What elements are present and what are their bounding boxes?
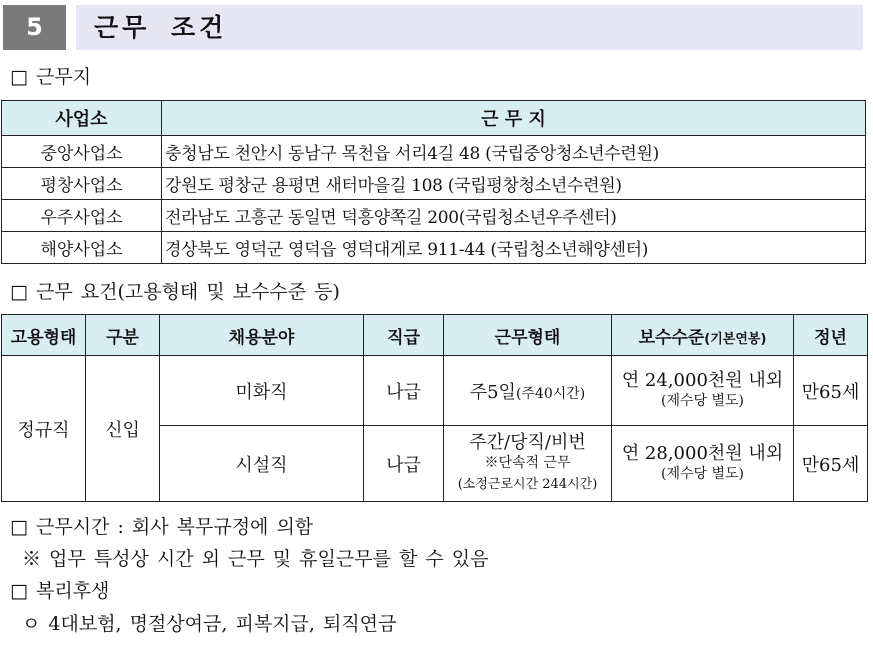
category-cell: 신입: [86, 356, 160, 502]
pay-main: 연 24,000천원 내외: [621, 369, 784, 391]
pay-cell: [612, 356, 794, 426]
office-cell: 평창사업소: [2, 168, 162, 200]
table-row: [2, 168, 866, 200]
grade-cell: 나급: [364, 426, 444, 502]
office-cell: 중앙사업소: [2, 136, 162, 168]
pay-header-label: 보수수준: [638, 327, 705, 348]
pay-sub: (제수당 별도): [661, 392, 744, 409]
table-row: [2, 136, 866, 168]
grade-header: 직급: [364, 315, 444, 356]
workplace-heading: □ 근무지: [10, 66, 92, 88]
work-form-note: ※단속적 근무: [484, 455, 571, 471]
pay-cell: [612, 426, 794, 502]
address-cell: 전라남도 고흥군 동일면 덕흥양쪽길 200(국립청소년우주센터): [162, 200, 866, 232]
welfare-heading: □ 복리후생: [10, 580, 110, 602]
category-header: 구분: [86, 315, 160, 356]
section-title: 근무 조건: [94, 13, 228, 42]
employment-type-header: 고용형태: [2, 315, 86, 356]
work-form-header: 근무형태: [444, 315, 612, 356]
work-form-main: 주5일: [469, 381, 516, 403]
field-cell: 미화직: [160, 356, 364, 426]
table-row: [2, 200, 866, 232]
conditions-heading: □ 근무 요건(고용형태 및 보수수준 등): [10, 281, 340, 303]
workplace-table: [1, 100, 866, 264]
address-cell: 충청남도 천안시 동남구 목천읍 서리4길 48 (국립중앙청소년수련원): [162, 136, 866, 168]
section-header: [3, 5, 863, 50]
office-cell: 우주사업소: [2, 200, 162, 232]
office-column-header: 사업소: [2, 101, 162, 136]
retire-cell: 만65세: [794, 356, 868, 426]
conditions-table: [1, 314, 868, 502]
pay-header-sub: (기본연봉): [704, 331, 767, 347]
work-form-cell: [444, 356, 612, 426]
work-form-main: 주간/당직/비번: [469, 432, 586, 453]
table-row: [2, 356, 868, 426]
address-cell: 강원도 평창군 용평면 새터마을길 108 (국립평창청소년수련원): [162, 168, 866, 200]
address-cell: 경상북도 영덕군 영덕읍 영덕대게로 911-44 (국립청소년해양센터): [162, 232, 866, 264]
section-number: 5: [3, 5, 66, 50]
pay-main: 연 28,000천원 내외: [621, 442, 784, 464]
work-hours-text: □ 근무시간 : 회사 복무규정에 의함: [10, 516, 314, 538]
workplace-header-row: [2, 101, 866, 136]
work-form-sub: (주40시간): [515, 385, 586, 402]
office-cell: 해양사업소: [2, 232, 162, 264]
welfare-item: ㅇ 4대보험, 명절상여금, 피복지급, 퇴직연금: [22, 613, 397, 635]
conditions-header-row: [2, 315, 868, 356]
work-form-cell: [444, 426, 612, 502]
work-form-sub: (소정근로시간 244시간): [457, 477, 598, 492]
address-column-header: 근 무 지: [162, 101, 866, 136]
overtime-note: ※ 업무 특성상 시간 외 근무 및 휴일근무를 할 수 있음: [22, 548, 489, 570]
table-row: [2, 232, 866, 264]
employment-type-cell: 정규직: [2, 356, 86, 502]
pay-sub: (제수당 별도): [661, 465, 744, 482]
pay-header: [612, 315, 794, 356]
section-title-bar: [76, 5, 863, 50]
field-header: 채용분야: [160, 315, 364, 356]
grade-cell: 나급: [364, 356, 444, 426]
field-cell: 시설직: [160, 426, 364, 502]
retire-cell: 만65세: [794, 426, 868, 502]
retire-header: 정년: [794, 315, 868, 356]
